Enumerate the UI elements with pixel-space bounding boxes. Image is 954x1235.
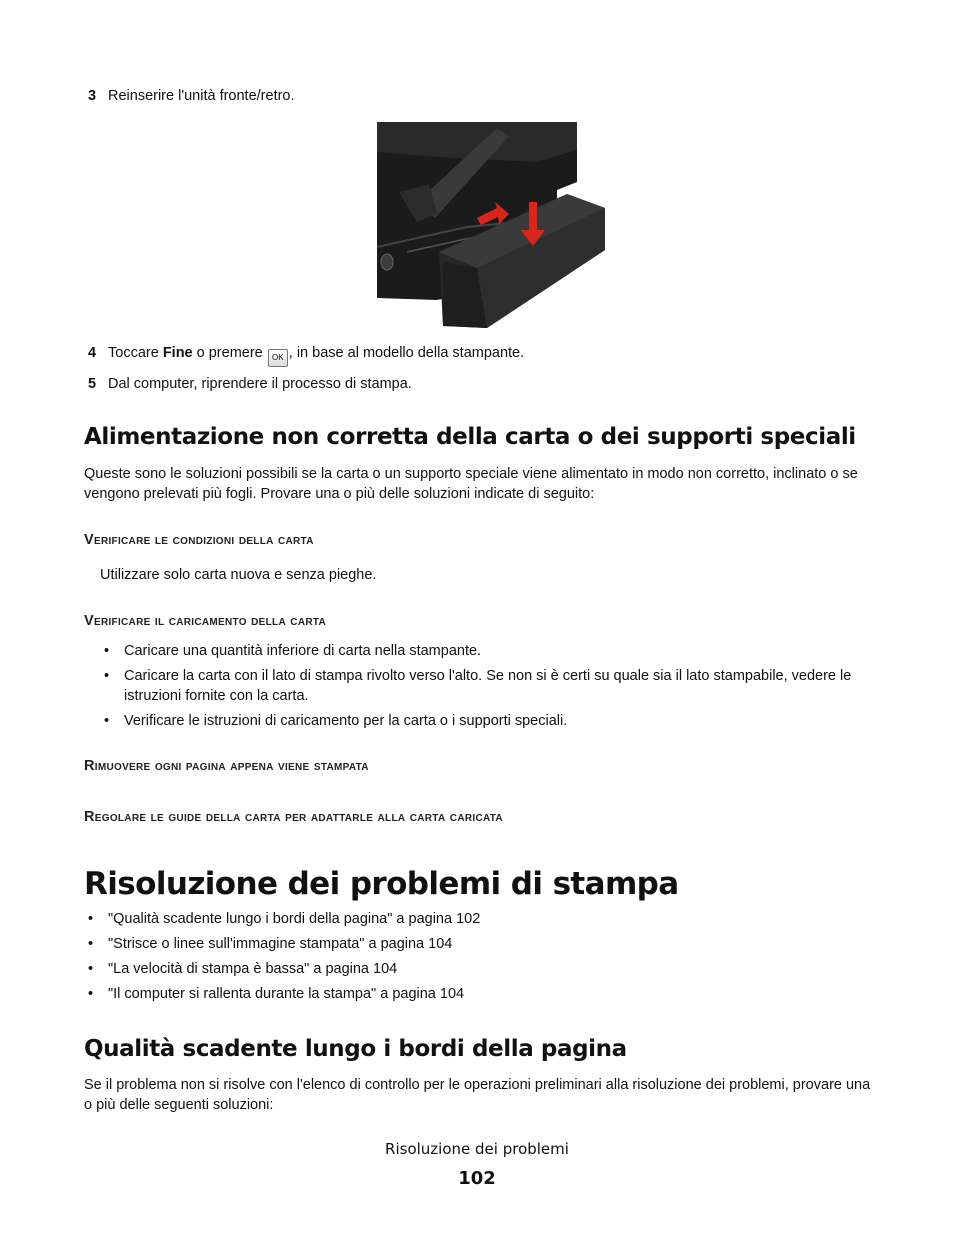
page-number: 102 — [458, 1168, 496, 1189]
section-heading-paper-feed: Alimentazione non corretta della carta o dei supporti speciali — [84, 424, 856, 450]
button-name-fine: Fine — [162, 345, 193, 361]
subheading-paper-condition: Verificare le condizioni della carta — [84, 532, 314, 548]
subheading-adjust-guides: Regolare le guide della carta per adattarle alla carta caricata — [84, 809, 503, 825]
list-item: • Caricare la carta con il lato di stampa rivolto verso l'alto. Se non si è certi su quale sia il lato stampabile, vedere le istruzioni fornite con la carta. — [104, 668, 852, 704]
list-item[interactable] — [84, 984, 864, 1004]
bullet-icon: • — [88, 986, 94, 1002]
subheading-remove-pages: Rimuovere ogni pagina appena viene stampata — [84, 758, 369, 774]
section-intro: Se il problema non si risolve con l'elenco di controllo per le operazioni preliminari alla risoluzione dei problemi, provare una o più delle seguenti soluzioni: — [84, 1077, 871, 1113]
cross-reference-link[interactable]: "Strisce o linee sull'immagine stampata" a pagina 104 — [108, 936, 453, 952]
bullet-icon: • — [104, 713, 110, 729]
bullet-icon: • — [88, 911, 94, 927]
list-item[interactable] — [84, 934, 864, 954]
step-text: Dal computer, riprendere il processo di stampa. — [108, 376, 412, 392]
step-text: Toccare Fine o premere OK , in base al modello della stampante. — [108, 344, 524, 367]
paper-loading-list — [100, 641, 880, 736]
bullet-icon: • — [104, 643, 110, 659]
bullet-icon: • — [88, 936, 94, 952]
list-item: • Verificare le istruzioni di caricamento per la carta o i supporti speciali. — [104, 713, 568, 729]
cross-reference-link[interactable]: "Qualità scadente lungo i bordi della pagina" a pagina 102 — [108, 911, 481, 927]
paper-condition-text: Utilizzare solo carta nuova e senza pieghe. — [100, 567, 377, 583]
duplex-unit-illustration — [377, 122, 606, 328]
page-title: Risoluzione dei problemi di stampa — [84, 866, 679, 902]
cross-reference-link[interactable]: "Il computer si rallenta durante la stampa" a pagina 104 — [108, 986, 465, 1002]
section-heading-edge-quality: Qualità scadente lungo i bordi della pagina — [84, 1036, 627, 1062]
bullet-icon: • — [88, 961, 94, 977]
step-number: 5 — [88, 376, 97, 392]
list-item[interactable] — [84, 959, 864, 979]
list-item: • Caricare una quantità inferiore di carta nella stampante. — [104, 643, 482, 659]
list-item[interactable] — [84, 909, 864, 929]
step-text: Reinserire l'unità fronte/retro. — [108, 88, 295, 104]
ok-button-icon: OK — [268, 349, 288, 367]
footer-chapter-title: Risoluzione dei problemi — [385, 1140, 569, 1158]
print-problems-list — [84, 909, 864, 1009]
bullet-icon: • — [104, 668, 110, 684]
step-number: 4 — [88, 345, 97, 361]
section-intro: Queste sono le soluzioni possibili se la carta o un supporto speciale viene alimentato in modo non corretto, inclinato o se vengono prelevati più fogli. Provare una o più delle soluzioni indicate di seguito: — [84, 466, 858, 502]
cross-reference-link[interactable]: "La velocità di stampa è bassa" a pagina 104 — [108, 961, 398, 977]
subheading-paper-loading: Verificare il caricamento della carta — [84, 613, 327, 629]
step-number: 3 — [88, 88, 97, 104]
